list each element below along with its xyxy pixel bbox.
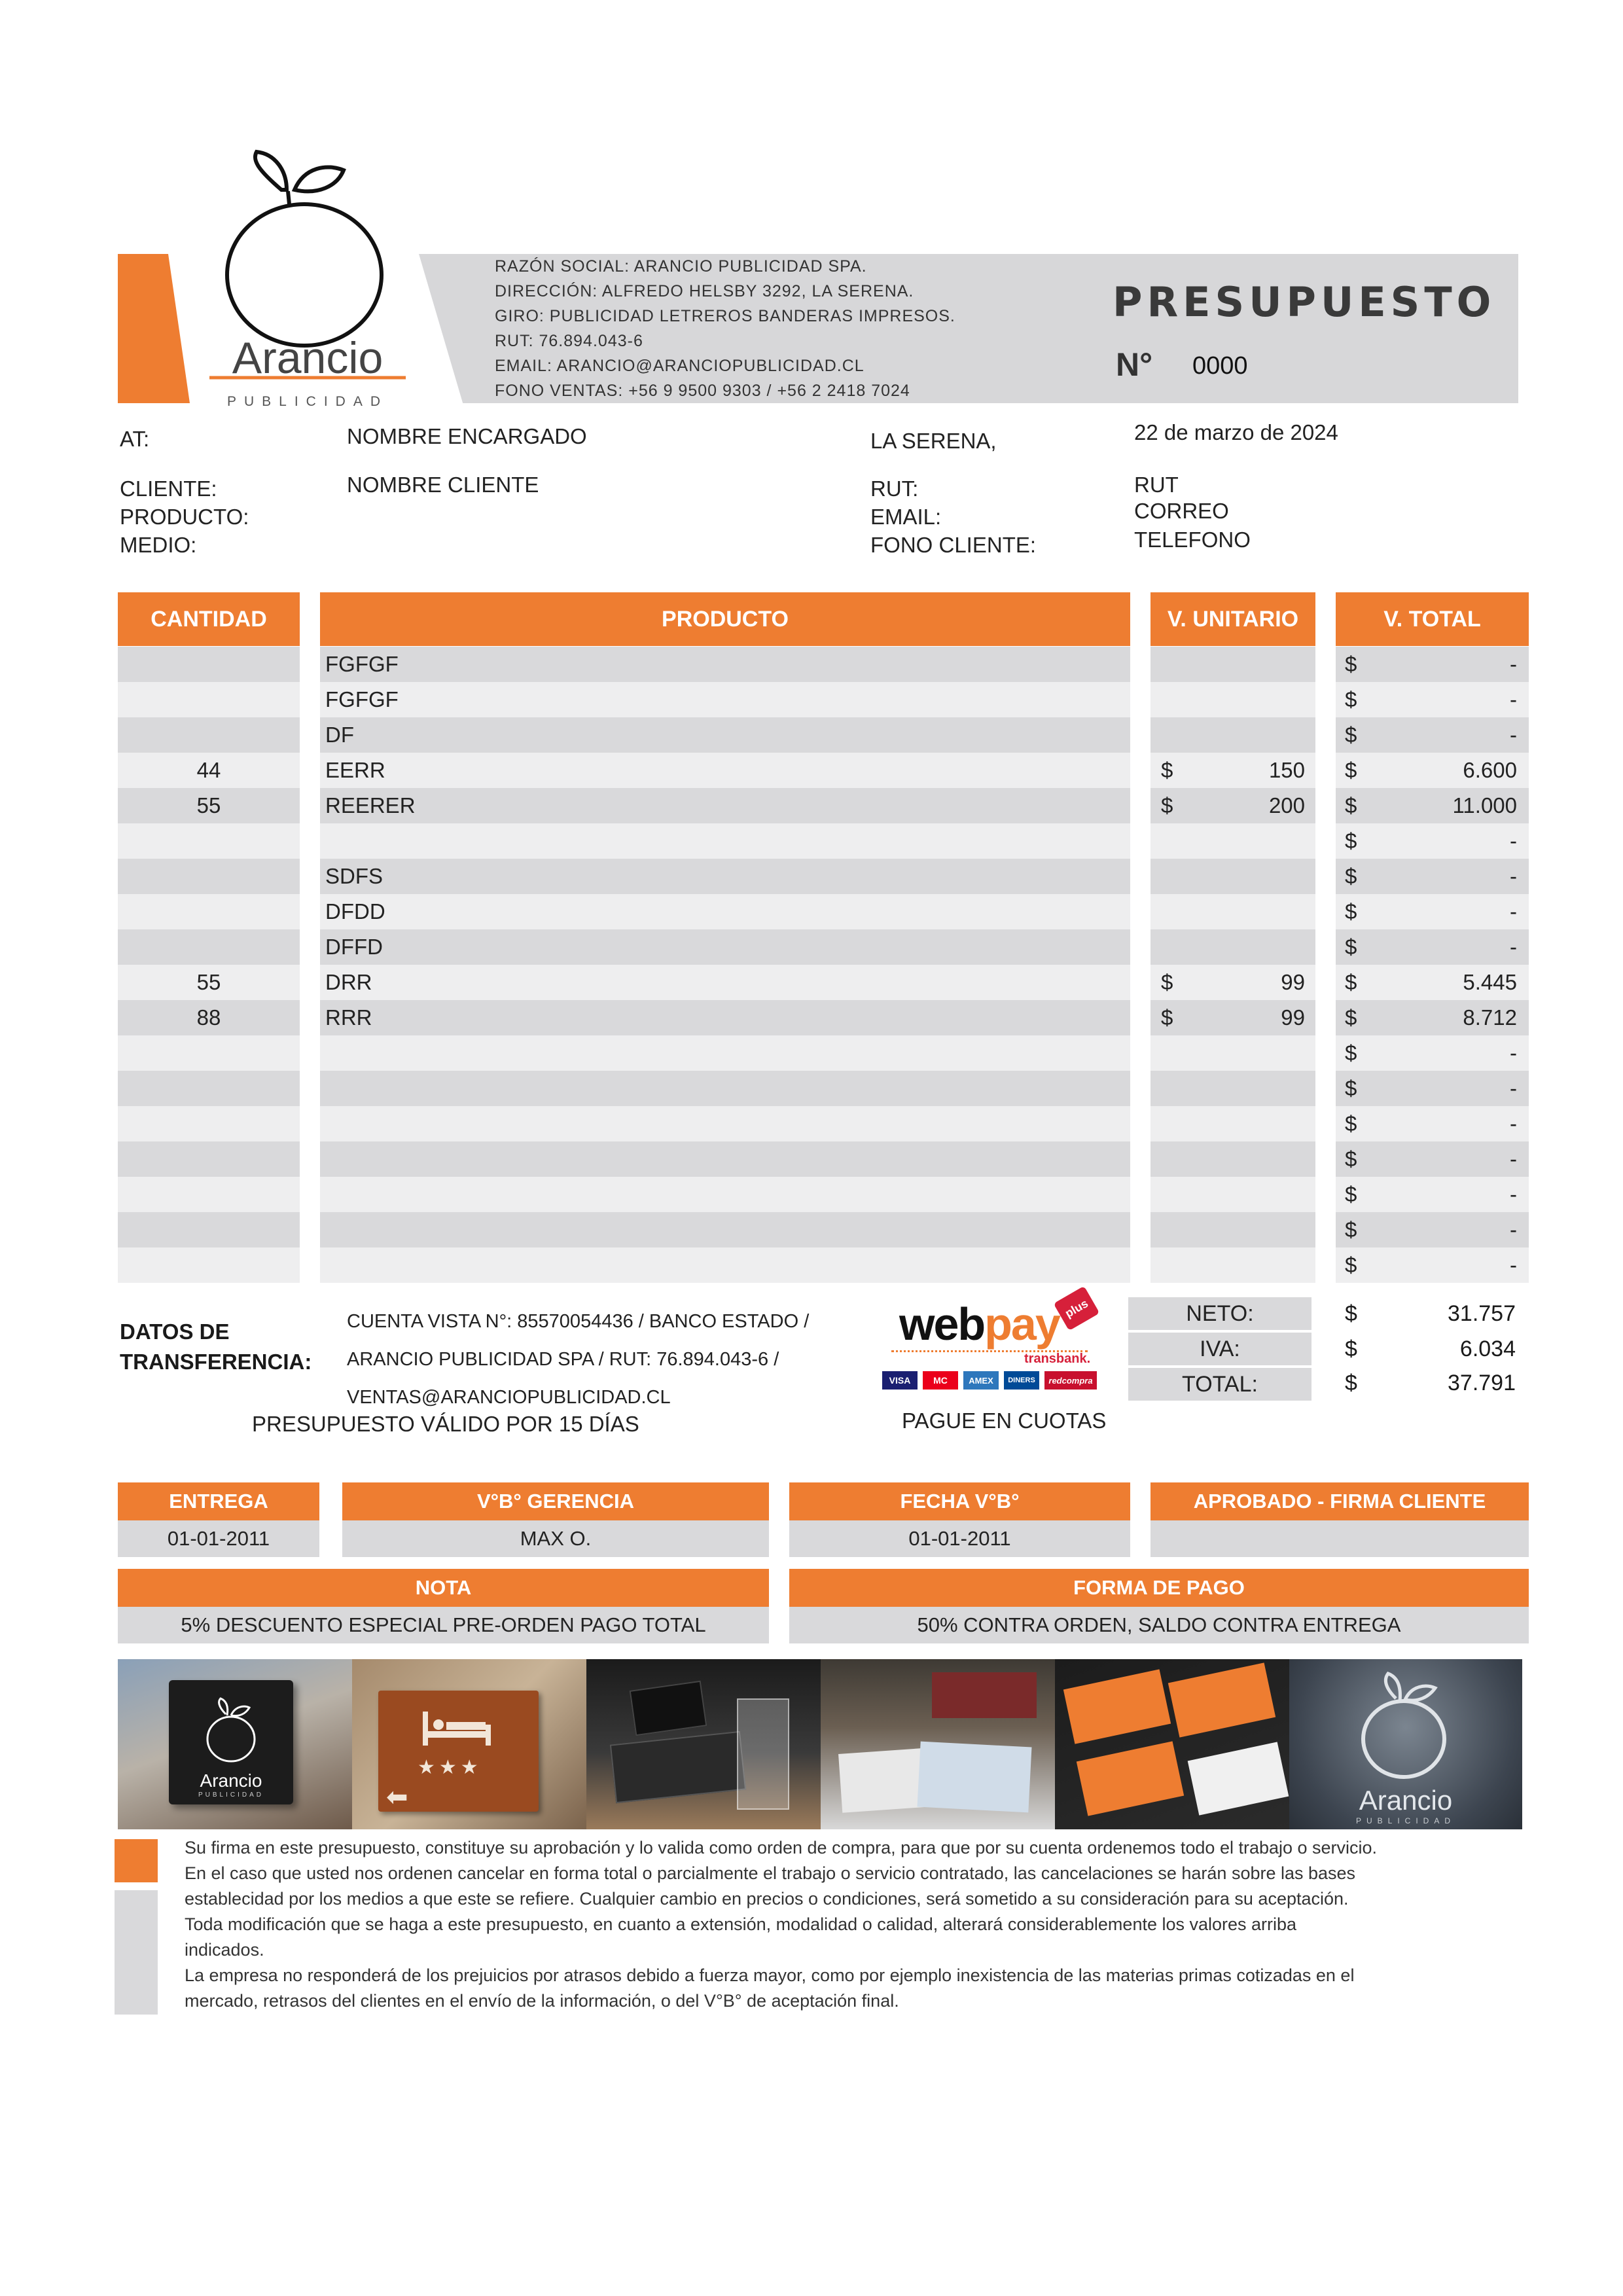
black-card-2 bbox=[610, 1731, 746, 1803]
product-cell bbox=[320, 1177, 1130, 1212]
unit-price-cell: 99 bbox=[1150, 965, 1315, 1000]
disclaimer-line: Su firma en este presupuesto, constituye su aprobación y lo valida como orden de compra, para que por su cuenta ordenemos todo el trabajo o servicio. bbox=[185, 1838, 1378, 1857]
total-dollar-sign: $ bbox=[1345, 1253, 1357, 1277]
product-cell: DFDD bbox=[320, 894, 1130, 929]
at-label: AT: bbox=[120, 427, 150, 451]
total-dollar-sign: $ bbox=[1345, 829, 1357, 853]
header-v-unitario: V. UNITARIO bbox=[1150, 592, 1315, 646]
product-cell bbox=[320, 1212, 1130, 1247]
forma-pago-header: FORMA DE PAGO bbox=[789, 1569, 1529, 1607]
total-dollar-sign: $ bbox=[1345, 864, 1357, 888]
product-cell: SDFS bbox=[320, 859, 1130, 894]
total-cell: - bbox=[1336, 682, 1529, 717]
qty-cell bbox=[118, 1212, 300, 1247]
photo-orange-cards bbox=[1055, 1659, 1289, 1829]
qty-cell bbox=[118, 1035, 300, 1071]
validity-note: PRESUPUESTO VÁLIDO POR 15 DÍAS bbox=[252, 1412, 639, 1436]
firma-cliente-header: APROBADO - FIRMA CLIENTE bbox=[1150, 1482, 1529, 1520]
qty-cell: 88 bbox=[118, 1000, 300, 1035]
unit-price-cell bbox=[1150, 717, 1315, 753]
redcompra-icon: redcompra bbox=[1044, 1371, 1097, 1390]
header-orange-accent bbox=[118, 254, 190, 403]
unit-price-cell bbox=[1150, 859, 1315, 894]
black-card-1 bbox=[630, 1681, 707, 1736]
total-cell: 8.712 bbox=[1336, 1000, 1529, 1035]
total-cell: - bbox=[1336, 894, 1529, 929]
unit-price-cell bbox=[1150, 823, 1315, 859]
total-cell: 11.000 bbox=[1336, 788, 1529, 823]
gerencia-header: V°B° GERENCIA bbox=[342, 1482, 769, 1520]
document-title: PRESUPUESTO bbox=[1113, 278, 1496, 326]
unit-price-cell bbox=[1150, 929, 1315, 965]
orange-card-3 bbox=[1077, 1741, 1184, 1816]
firma-cliente-box bbox=[1150, 1520, 1529, 1557]
total-dollar-sign: $ bbox=[1345, 1041, 1357, 1065]
transfer-label bbox=[120, 1317, 312, 1377]
disclaimer-orange-square bbox=[115, 1839, 158, 1882]
product-cell bbox=[320, 1141, 1130, 1177]
amex-icon: AMEX bbox=[963, 1371, 999, 1390]
product-cell: DRR bbox=[320, 965, 1130, 1000]
product-cell: DF bbox=[320, 717, 1130, 753]
total-dollar-sign: $ bbox=[1345, 899, 1357, 924]
unit-price-cell bbox=[1150, 1212, 1315, 1247]
city-label: LA SERENA, bbox=[870, 429, 997, 453]
webpay-plus-badge: plus bbox=[1054, 1286, 1100, 1331]
unit-price-cell bbox=[1150, 1247, 1315, 1283]
unit-price-cell bbox=[1150, 682, 1315, 717]
brochure-2 bbox=[917, 1742, 1031, 1813]
disclaimer-line: indicados. bbox=[185, 1940, 264, 1960]
disclaimer-gray-bar bbox=[115, 1890, 158, 2015]
qty-cell bbox=[118, 929, 300, 965]
product-cell: DFFD bbox=[320, 929, 1130, 965]
medio-label: MEDIO: bbox=[120, 533, 197, 557]
unit-price-cell: 99 bbox=[1150, 1000, 1315, 1035]
document-number: 0000 bbox=[1192, 352, 1248, 380]
qty-cell bbox=[118, 1247, 300, 1283]
qty-cell bbox=[118, 859, 300, 894]
unit-price-cell: 200 bbox=[1150, 788, 1315, 823]
qty-cell: 55 bbox=[118, 965, 300, 1000]
total-cell: - bbox=[1336, 823, 1529, 859]
qty-cell bbox=[118, 682, 300, 717]
transbank-label: transbank. bbox=[1024, 1352, 1091, 1366]
transfer-line-2: ARANCIO PUBLICIDAD SPA / RUT: 76.894.043-6 / bbox=[347, 1349, 779, 1370]
disclaimer-line: Toda modificación que se haga a este presupuesto, en cuanto a extensión, modalidad o calidad, alterará considerablemente los valores arriba bbox=[185, 1914, 1297, 1934]
total-dollar: $ bbox=[1345, 1371, 1357, 1395]
total-cell: - bbox=[1336, 929, 1529, 965]
total-cell: - bbox=[1336, 1106, 1529, 1141]
acrylic-stand bbox=[737, 1698, 789, 1810]
sign-wordmark: Arancio bbox=[200, 1770, 262, 1791]
iva-label: IVA: bbox=[1128, 1333, 1311, 1365]
hotel-stars: ★★★ bbox=[418, 1757, 482, 1778]
qty-cell bbox=[118, 1141, 300, 1177]
total-dollar-sign: $ bbox=[1345, 652, 1357, 676]
document-number-label: N° bbox=[1116, 346, 1153, 383]
product-cell bbox=[320, 1071, 1130, 1106]
iva-value: 6.034 bbox=[1459, 1336, 1516, 1361]
total-dollar-sign: $ bbox=[1345, 935, 1357, 959]
mastercard-icon: MC bbox=[923, 1371, 958, 1390]
total-cell: - bbox=[1336, 647, 1529, 682]
disclaimer-line: En el caso que usted nos ordenen cancelar en forma total o parcialmente el trabajo o servicio contratado, las cancelaciones se harán sobre las bases bbox=[185, 1863, 1356, 1883]
company-razon-social: RAZÓN SOCIAL: ARANCIO PUBLICIDAD SPA. bbox=[495, 257, 867, 276]
total-dollar-sign: $ bbox=[1345, 1076, 1357, 1100]
disclaimer-line: establecidad por los medios a que este se refiere. Cualquier cambio en precios o condiciones, será sometido a su consideración para su aceptación. bbox=[185, 1889, 1349, 1909]
unit-price-cell bbox=[1150, 894, 1315, 929]
qty-cell: 55 bbox=[118, 788, 300, 823]
product-cell: FGFGF bbox=[320, 682, 1130, 717]
total-cell: - bbox=[1336, 859, 1529, 894]
logo-wordmark: Arancio bbox=[232, 333, 383, 383]
total-dollar-sign: $ bbox=[1345, 723, 1357, 747]
email-value: CORREO bbox=[1134, 499, 1229, 523]
unit-dollar-sign: $ bbox=[1161, 970, 1173, 994]
total-cell: - bbox=[1336, 1247, 1529, 1283]
pague-en-cuotas: PAGUE EN CUOTAS bbox=[902, 1408, 1107, 1433]
webpay-logo bbox=[877, 1293, 1113, 1397]
product-cell bbox=[320, 1247, 1130, 1283]
forma-pago-value: 50% CONTRA ORDEN, SALDO CONTRA ENTREGA bbox=[789, 1607, 1529, 1643]
photo-hotel-sign bbox=[352, 1659, 586, 1829]
total-cell: - bbox=[1336, 1212, 1529, 1247]
total-cell: 5.445 bbox=[1336, 965, 1529, 1000]
header-producto: PRODUCTO bbox=[320, 592, 1130, 646]
cliente-label: CLIENTE: bbox=[120, 476, 217, 501]
sign-fruit-icon bbox=[198, 1695, 264, 1767]
transfer-line-1: CUENTA VISTA N°: 85570054436 / BANCO ESTADO / bbox=[347, 1311, 810, 1332]
total-cell: - bbox=[1336, 717, 1529, 753]
transfer-label-line1: DATOS DE bbox=[120, 1319, 230, 1344]
unit-price-cell bbox=[1150, 647, 1315, 682]
qty-cell bbox=[118, 647, 300, 682]
qty-cell: 44 bbox=[118, 753, 300, 788]
total-dollar-sign: $ bbox=[1345, 1147, 1357, 1171]
metal-subtitle: PUBLICIDAD bbox=[1355, 1816, 1456, 1825]
total-cell: - bbox=[1336, 1035, 1529, 1071]
product-cell bbox=[320, 823, 1130, 859]
neto-dollar: $ bbox=[1345, 1301, 1357, 1326]
neto-value: 31.757 bbox=[1448, 1301, 1516, 1326]
product-cell: FGFGF bbox=[320, 647, 1130, 682]
photo-brochures bbox=[821, 1659, 1055, 1829]
nota-header: NOTA bbox=[118, 1569, 769, 1607]
qr-card bbox=[1188, 1742, 1289, 1815]
diners-icon: DINERS bbox=[1004, 1371, 1039, 1390]
total-dollar-sign: $ bbox=[1345, 758, 1357, 782]
arrow-left-icon: ⬅ bbox=[386, 1783, 408, 1812]
total-dollar-sign: $ bbox=[1345, 1182, 1357, 1206]
unit-dollar-sign: $ bbox=[1161, 1005, 1173, 1030]
producto-label: PRODUCTO: bbox=[120, 505, 249, 529]
orange-card-2 bbox=[1168, 1662, 1275, 1737]
transfer-line-3: VENTAS@ARANCIOPUBLICIDAD.CL bbox=[347, 1387, 671, 1408]
total-dollar-sign: $ bbox=[1345, 793, 1357, 817]
total-value: 37.791 bbox=[1448, 1371, 1516, 1395]
hotel-sign-panel bbox=[378, 1691, 539, 1812]
neto-label: NETO: bbox=[1128, 1297, 1311, 1330]
visa-icon: VISA bbox=[882, 1371, 918, 1390]
header-v-total: V. TOTAL bbox=[1336, 592, 1529, 646]
qty-cell bbox=[118, 1177, 300, 1212]
header-info-band bbox=[419, 254, 1518, 403]
rut-label: RUT: bbox=[870, 476, 919, 501]
transfer-details bbox=[347, 1302, 809, 1416]
metal-wordmark: Arancio bbox=[1359, 1785, 1453, 1816]
arancio-logo bbox=[196, 144, 419, 412]
product-cell: EERR bbox=[320, 753, 1130, 788]
product-cell: REERER bbox=[320, 788, 1130, 823]
at-value: NOMBRE ENCARGADO bbox=[347, 424, 587, 448]
metal-fruit-icon bbox=[1345, 1667, 1463, 1798]
cliente-value: NOMBRE CLIENTE bbox=[347, 473, 539, 497]
qty-cell bbox=[118, 1106, 300, 1141]
unit-price-cell bbox=[1150, 1106, 1315, 1141]
total-dollar-sign: $ bbox=[1345, 1217, 1357, 1242]
total-label: TOTAL: bbox=[1128, 1368, 1311, 1401]
webpay-wordmark bbox=[899, 1298, 1060, 1350]
photo-metal-logo bbox=[1289, 1659, 1522, 1829]
entrega-value: 01-01-2011 bbox=[118, 1520, 319, 1557]
product-cell bbox=[320, 1035, 1130, 1071]
product-cell: RRR bbox=[320, 1000, 1130, 1035]
qty-cell bbox=[118, 717, 300, 753]
fono-value: TELEFONO bbox=[1134, 528, 1251, 552]
iva-dollar: $ bbox=[1345, 1336, 1357, 1361]
company-rut: RUT: 76.894.043-6 bbox=[495, 332, 643, 350]
photo-business-cards bbox=[586, 1659, 821, 1829]
qty-cell bbox=[118, 1071, 300, 1106]
header-cantidad: CANTIDAD bbox=[118, 592, 300, 646]
gerencia-value: MAX O. bbox=[342, 1520, 769, 1557]
bed-icon bbox=[418, 1705, 496, 1751]
unit-dollar-sign: $ bbox=[1161, 793, 1173, 817]
qty-cell bbox=[118, 894, 300, 929]
email-label: EMAIL: bbox=[870, 505, 942, 529]
logo-subtitle: PUBLICIDAD bbox=[226, 394, 389, 409]
nota-value: 5% DESCUENTO ESPECIAL PRE-ORDEN PAGO TOTAL bbox=[118, 1607, 769, 1643]
sign-subtitle: PUBLICIDAD bbox=[198, 1791, 264, 1799]
company-giro: GIRO: PUBLICIDAD LETREROS BANDERAS IMPRESOS. bbox=[495, 307, 955, 325]
total-dollar-sign: $ bbox=[1345, 970, 1357, 994]
total-dollar-sign: $ bbox=[1345, 1005, 1357, 1030]
webpay-pay: pay bbox=[984, 1299, 1060, 1350]
card-brands bbox=[882, 1371, 1097, 1390]
sign-panel bbox=[169, 1680, 293, 1804]
rut-value: RUT bbox=[1134, 473, 1179, 497]
qty-cell bbox=[118, 823, 300, 859]
total-cell: - bbox=[1336, 1071, 1529, 1106]
webpay-web: web bbox=[899, 1299, 985, 1350]
company-fono: FONO VENTAS: +56 9 9500 9303 / +56 2 2418 7024 bbox=[495, 382, 910, 400]
unit-price-cell bbox=[1150, 1071, 1315, 1106]
books-shelf bbox=[932, 1672, 1037, 1718]
unit-dollar-sign: $ bbox=[1161, 758, 1173, 782]
disclaimer-line: mercado, retrasos del clientes en el envío de la información, o del V°B° de aceptación final. bbox=[185, 1991, 899, 2011]
photo-sign-outdoor bbox=[118, 1659, 352, 1829]
unit-price-cell: 150 bbox=[1150, 753, 1315, 788]
orange-card-1 bbox=[1063, 1669, 1171, 1744]
unit-price-cell bbox=[1150, 1035, 1315, 1071]
fecha-vb-value: 01-01-2011 bbox=[789, 1520, 1130, 1557]
transfer-label-line2: TRANSFERENCIA: bbox=[120, 1350, 312, 1374]
entrega-header: ENTREGA bbox=[118, 1482, 319, 1520]
fecha-vb-header: FECHA V°B° bbox=[789, 1482, 1130, 1520]
total-cell: 6.600 bbox=[1336, 753, 1529, 788]
disclaimer-line: La empresa no responderá de los prejuicios por atrasos debido a fuerza mayor, como por ejemplo inexistencia de las materias primas cotizadas en el bbox=[185, 1965, 1355, 1985]
unit-price-cell bbox=[1150, 1177, 1315, 1212]
company-email: EMAIL: ARANCIO@ARANCIOPUBLICIDAD.CL bbox=[495, 357, 865, 375]
total-cell: - bbox=[1336, 1141, 1529, 1177]
fono-label: FONO CLIENTE: bbox=[870, 533, 1037, 557]
company-direccion: DIRECCIÓN: ALFREDO HELSBY 3292, LA SERENA. bbox=[495, 282, 914, 300]
product-cell bbox=[320, 1106, 1130, 1141]
total-dollar-sign: $ bbox=[1345, 687, 1357, 711]
total-cell: - bbox=[1336, 1177, 1529, 1212]
unit-price-cell bbox=[1150, 1141, 1315, 1177]
date-value: 22 de marzo de 2024 bbox=[1134, 420, 1338, 444]
total-dollar-sign: $ bbox=[1345, 1111, 1357, 1136]
